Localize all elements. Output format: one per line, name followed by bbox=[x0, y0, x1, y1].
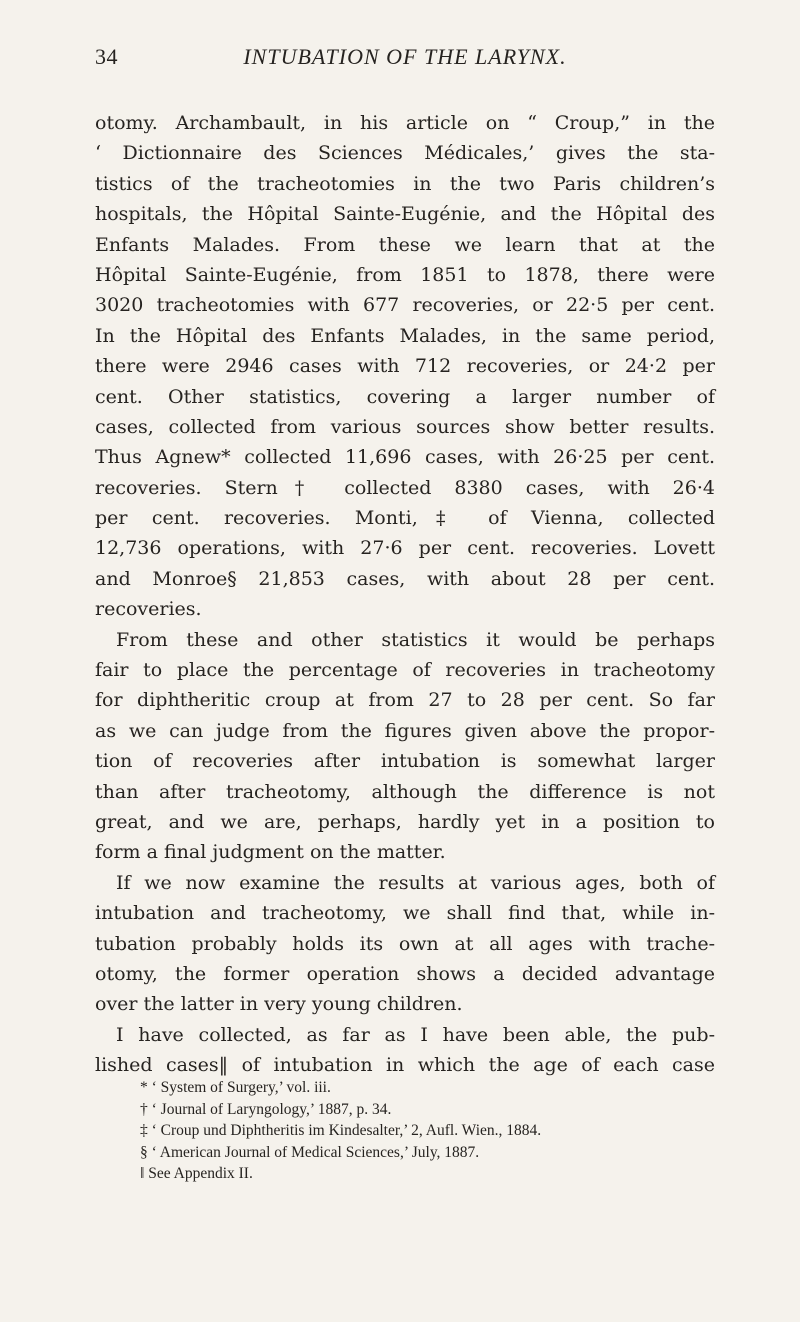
text-line: than after tracheotomy, although the difference is not bbox=[95, 780, 715, 803]
text-line: as we can judge from the figures given above the propor- bbox=[95, 719, 715, 742]
page-number: 34 bbox=[95, 44, 118, 69]
text-line: otomy. Archambault, in his article on “ Croup,” in the bbox=[95, 112, 715, 134]
text-line: over the latter in very young children. bbox=[95, 993, 463, 1016]
text-line: intubation and tracheotomy, we shall find that, while in- bbox=[95, 902, 715, 925]
text-line: hospitals, the Hôpital Sainte-Eugénie, and the Hôpital des bbox=[95, 203, 715, 226]
text-line: recoveries. bbox=[95, 598, 202, 621]
text-line: there were 2946 cases with 712 recoveries, or 24·2 per bbox=[95, 355, 715, 378]
text-line: Thus Agnew* collected 11,696 cases, with 26·25 per cent. bbox=[95, 446, 715, 469]
footnote: * ‘ System of Surgery,’ vol. iii. bbox=[140, 1079, 331, 1096]
text-line: If we now examine the results at various ages, both of bbox=[116, 871, 715, 894]
text-line: for diphtheritic croup at from 27 to 28 per cent. So far bbox=[95, 689, 715, 712]
text-line: From these and other statistics it would be perhaps bbox=[116, 628, 715, 651]
text-line: great, and we are, perhaps, hardly yet in a position to bbox=[95, 810, 715, 833]
body-text bbox=[95, 108, 715, 1081]
footnotes bbox=[140, 1077, 715, 1185]
text-line: 12,736 operations, with 27·6 per cent. recoveries. Lovett bbox=[95, 537, 715, 560]
text-line: per cent. recoveries. Monti,‡ of Vienna, collected bbox=[95, 507, 715, 530]
text-line: tubation probably holds its own at all ages with trache- bbox=[95, 932, 715, 955]
text-line: cent. Other statistics, covering a larger number of bbox=[95, 385, 715, 408]
text-line: In the Hôpital des Enfants Malades, in the same period, bbox=[95, 324, 715, 347]
text-line: Hôpital Sainte-Eugénie, from 1851 to 1878, there were bbox=[95, 263, 715, 286]
text-line: ‘ Dictionnaire des Sciences Médicales,’ gives the sta- bbox=[95, 142, 715, 165]
footnote: † ‘ Journal of Laryngology,’ 1887, p. 34. bbox=[140, 1100, 392, 1118]
footnote: ‡ ‘ Croup und Diphtheritis im Kindesalter,’ 2, Aufl. Wien., 1884. bbox=[140, 1122, 542, 1139]
text-line: tistics of the tracheotomies in the two Paris children’s bbox=[95, 172, 715, 195]
text-line: recoveries. Stern† collected 8380 cases, with 26·4 bbox=[95, 476, 715, 499]
text-line: tion of recoveries after intubation is somewhat larger bbox=[95, 750, 715, 773]
text-line: fair to place the percentage of recoveries in tracheotomy bbox=[95, 659, 715, 682]
running-title: INTUBATION OF THE LARYNX. bbox=[243, 44, 567, 69]
text-line: 3020 tracheotomies with 677 recoveries, or 22·5 per cent. bbox=[95, 294, 715, 317]
text-line: otomy, the former operation shows a decided advantage bbox=[95, 962, 715, 985]
text-line: lished cases‖ of intubation in which the age of each case bbox=[95, 1054, 715, 1077]
footnote: § ‘ American Journal of Medical Sciences,’ July, 1887. bbox=[140, 1143, 480, 1161]
page-header bbox=[95, 40, 715, 76]
text-line: Enfants Malades. From these we learn that at the bbox=[95, 233, 715, 256]
text-line: I have collected, as far as I have been able, the pub- bbox=[116, 1023, 715, 1046]
footnote: ‖ See Appendix II. bbox=[140, 1165, 253, 1182]
text-line: and Monroe§ 21,853 cases, with about 28 per cent. bbox=[95, 567, 715, 590]
text-line: cases, collected from various sources show better results. bbox=[95, 415, 715, 438]
text-line: form a final judgment on the matter. bbox=[95, 841, 446, 864]
